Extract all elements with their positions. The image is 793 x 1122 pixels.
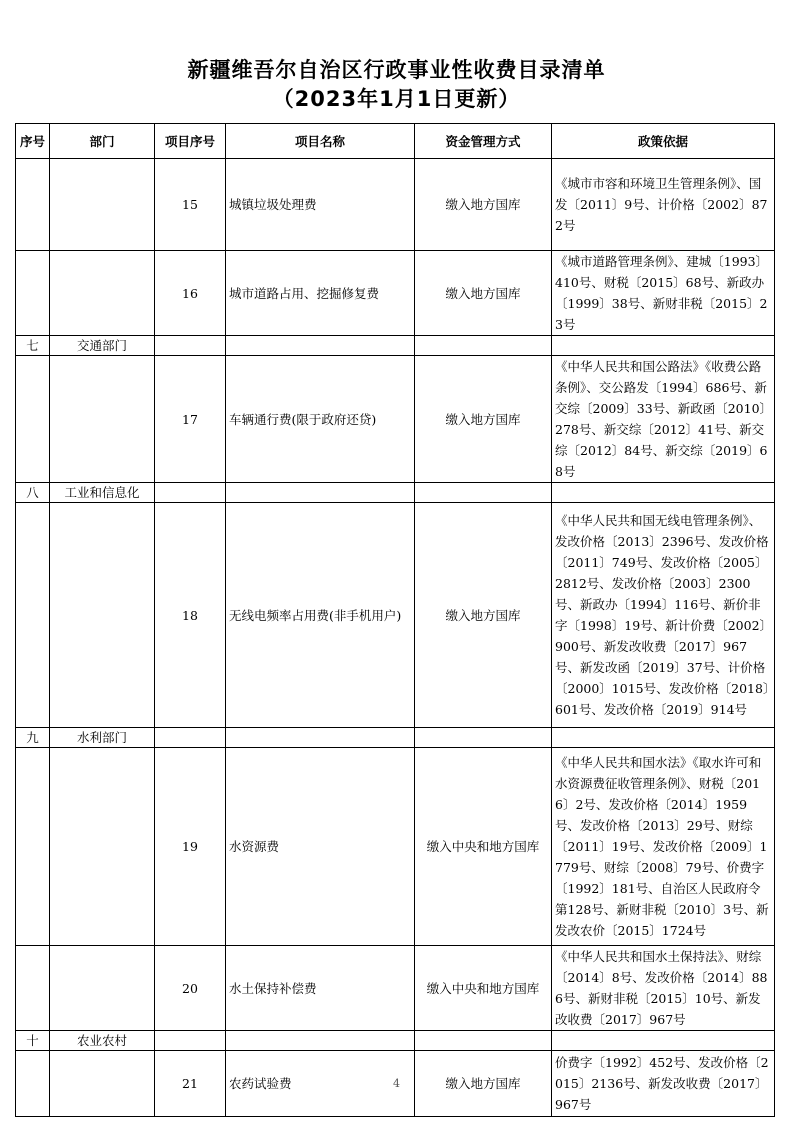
- page-number: 4: [393, 1077, 400, 1090]
- table-row: [16, 251, 775, 336]
- header-item-number: 项目序号: [155, 124, 226, 159]
- fund-management: 缴入中央和地方国库: [415, 946, 552, 1031]
- fund-management: 缴入地方国库: [415, 1051, 552, 1117]
- section-department: 交通部门: [50, 336, 155, 356]
- table-header-row: [16, 124, 775, 159]
- header-fund-management: 资金管理方式: [415, 124, 552, 159]
- item-name: 水资源费: [226, 748, 415, 946]
- policy-basis: 《中华人民共和国公路法》《收费公路条例》、交公路发〔1994〕686号、新交综〔2009〕33号、新政函〔2010〕278号、新交综〔2012〕41号、新交综〔2012〕84号、新交综〔2019〕68号: [552, 356, 775, 483]
- item-name: 水土保持补偿费: [226, 946, 415, 1031]
- header-item-name: 项目名称: [226, 124, 415, 159]
- section-seq: 七: [16, 336, 50, 356]
- table-row: [16, 946, 775, 1031]
- fund-management: 缴入地方国库: [415, 356, 552, 483]
- table-row: [16, 748, 775, 946]
- section-seq: 十: [16, 1031, 50, 1051]
- item-number: 18: [155, 503, 226, 728]
- fund-management: 缴入中央和地方国库: [415, 748, 552, 946]
- item-number: 19: [155, 748, 226, 946]
- item-name: 无线电频率占用费(非手机用户): [226, 503, 415, 728]
- document-title: 新疆维吾尔自治区行政事业性收费目录清单: [187, 58, 606, 82]
- section-row: [16, 728, 775, 748]
- item-number: 21: [155, 1051, 226, 1117]
- policy-basis: 《中华人民共和国水土保持法》、财综〔2014〕8号、发改价格〔2014〕886号、新财非税〔2015〕10号、新发改收费〔2017〕967号: [552, 946, 775, 1031]
- fund-management: 缴入地方国库: [415, 251, 552, 336]
- policy-basis: 《城市道路管理条例》、建城〔1993〕410号、财税〔2015〕68号、新政办〔1999〕38号、新财非税〔2015〕23号: [552, 251, 775, 336]
- section-seq: 九: [16, 728, 50, 748]
- policy-basis: 《城市市容和环境卫生管理条例》、国发〔2011〕9号、计价格〔2002〕872号: [552, 159, 775, 251]
- header-policy-basis: 政策依据: [552, 124, 775, 159]
- item-number: 15: [155, 159, 226, 251]
- table-row: [16, 503, 775, 728]
- section-department: 工业和信息化: [50, 483, 155, 503]
- item-number: 20: [155, 946, 226, 1031]
- item-name: 城市道路占用、挖掘修复费: [226, 251, 415, 336]
- section-row: [16, 336, 775, 356]
- table-row: [16, 159, 775, 251]
- item-name: 车辆通行费(限于政府还贷): [226, 356, 415, 483]
- policy-basis: 《中华人民共和国水法》《取水许可和水资源费征收管理条例》、财税〔2016〕2号、发改价格〔2014〕1959号、发改价格〔2013〕29号、财综〔2011〕19号、发改价格〔2009〕1779号、财综〔2008〕79号、价费字〔1992〕181号、自治区人民政府令第128号、新财非税〔2010〕3号、新发改农价〔2015〕1724号: [552, 748, 775, 946]
- table-row: [16, 356, 775, 483]
- item-name: 城镇垃圾处理费: [226, 159, 415, 251]
- section-department: 水利部门: [50, 728, 155, 748]
- header-seq: 序号: [16, 124, 50, 159]
- fund-management: 缴入地方国库: [415, 503, 552, 728]
- item-name: 农药试验费: [226, 1051, 415, 1117]
- section-row: [16, 1031, 775, 1051]
- section-seq: 八: [16, 483, 50, 503]
- item-number: 16: [155, 251, 226, 336]
- policy-basis: 《中华人民共和国无线电管理条例》、发改价格〔2013〕2396号、发改价格〔2011〕749号、发改价格〔2005〕2812号、发改价格〔2003〕2300号、新政办〔1994〕116号、新价非字〔1998〕19号、新计价费〔2002〕900号、新发改收费〔2017〕967号、新发改函〔2019〕37号、计价格〔2000〕1015号、发改价格〔2018〕601号、发改价格〔2019〕914号: [552, 503, 775, 728]
- fee-catalog-table: [15, 123, 775, 1117]
- header-department: 部门: [50, 124, 155, 159]
- section-row: [16, 483, 775, 503]
- document-subtitle-date: （2023年1月1日更新）: [272, 87, 521, 111]
- fund-management: 缴入地方国库: [415, 159, 552, 251]
- policy-basis: 价费字〔1992〕452号、发改价格〔2015〕2136号、新发改收费〔2017〕967号: [552, 1051, 775, 1117]
- item-number: 17: [155, 356, 226, 483]
- section-department: 农业农村: [50, 1031, 155, 1051]
